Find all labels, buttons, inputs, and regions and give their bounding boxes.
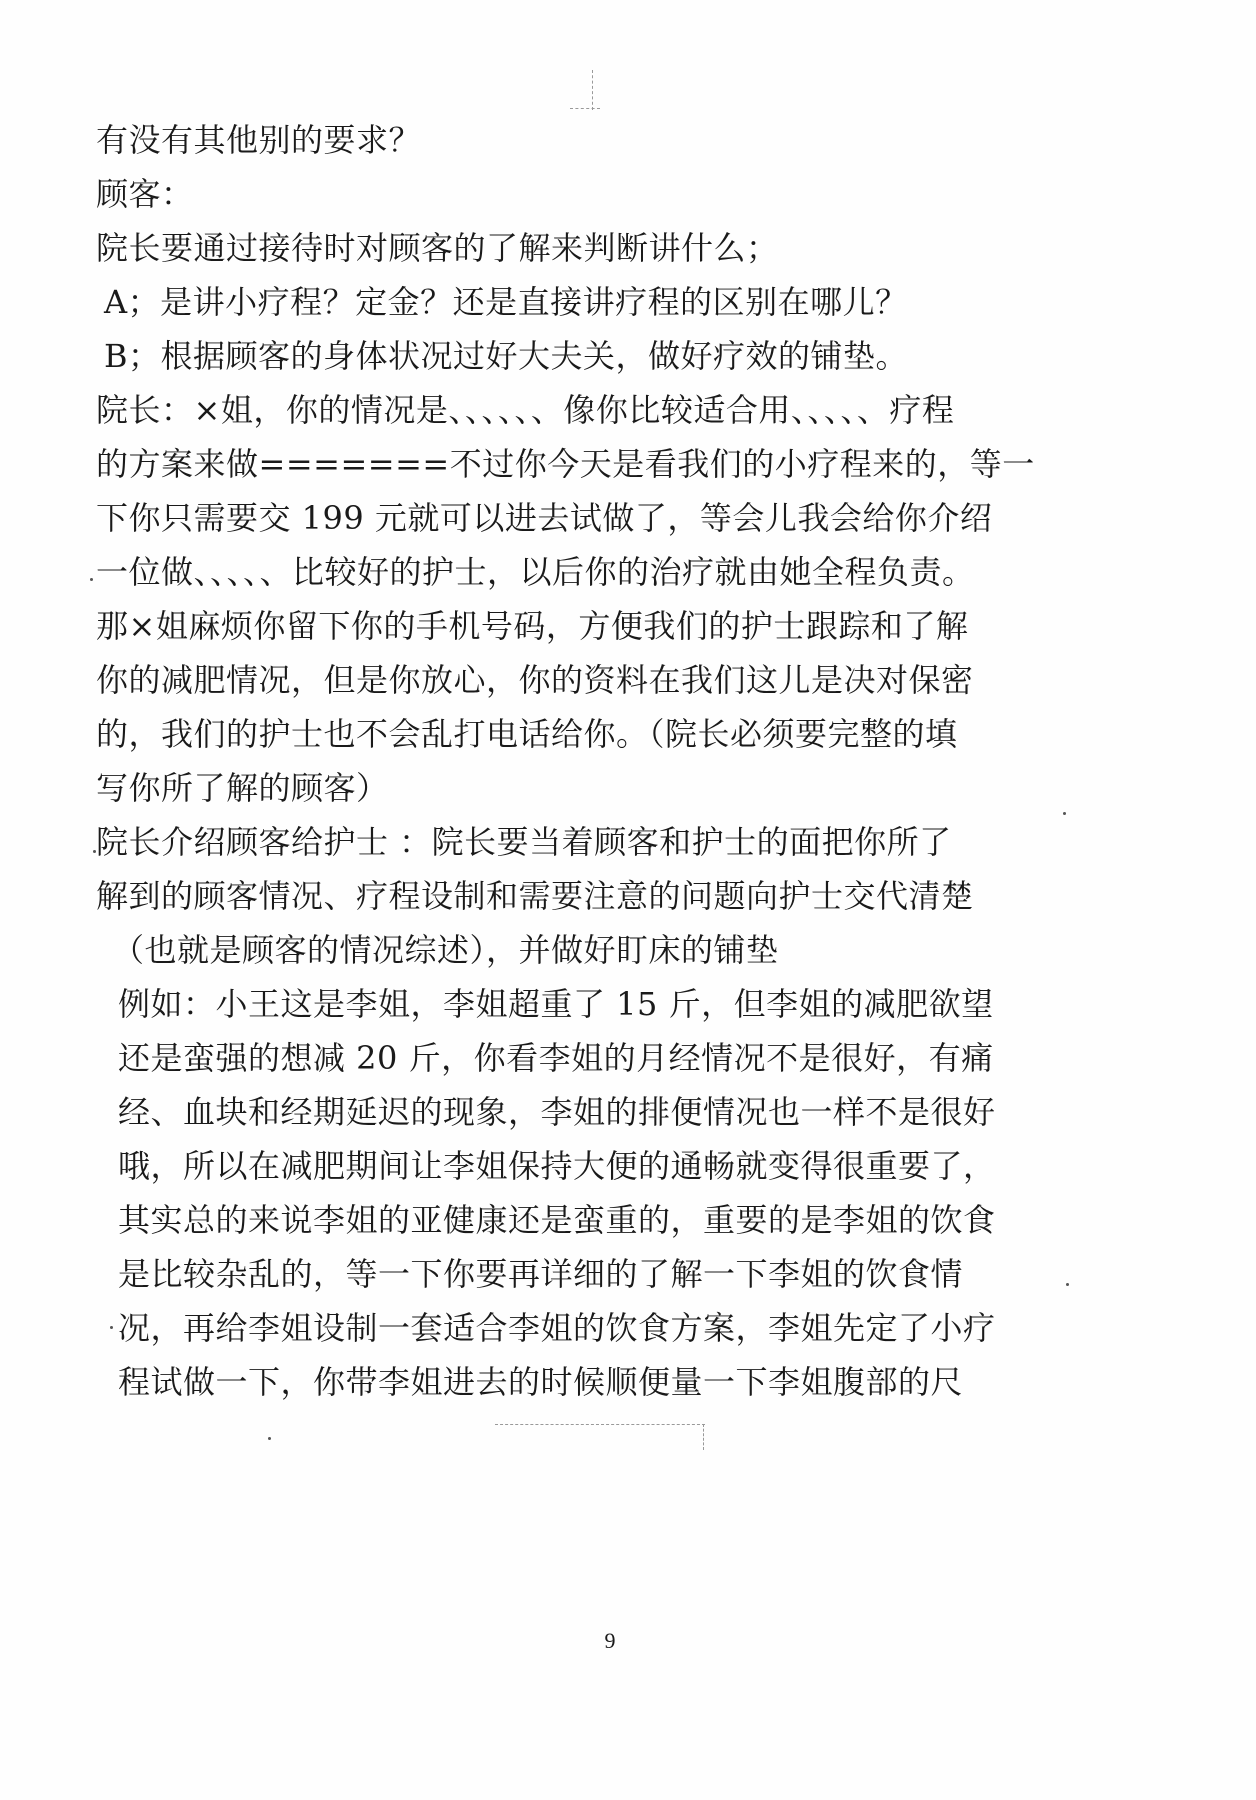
scan-mark <box>592 70 593 110</box>
text-line-7: 的方案来做=======不过你今天是看我们的小疗程来的，等一 <box>96 445 1035 483</box>
text-line-13: 写你所了解的顾客） <box>96 769 389 807</box>
text-line-2: 顾客： <box>96 175 194 213</box>
page-number: 9 <box>604 1628 616 1653</box>
text-line-18: 还是蛮强的想减 20 斤，你看李姐的月经情况不是很好，有痛 <box>118 1039 994 1077</box>
scan-speck <box>90 578 93 581</box>
text-line-6: 院长：×姐，你的情况是、、、、、、像你比较适合用、、、、、疗程 <box>96 391 955 429</box>
scan-mark <box>570 108 600 109</box>
text-line-24: 程试做一下，你带李姐进去的时候顺便量一下李姐腹部的尺 <box>118 1363 964 1401</box>
text-line-17: 例如：小王这是李姐，李姐超重了 15 斤，但李姐的减肥欲望 <box>118 985 994 1023</box>
text-line-21: 其实总的来说李姐的亚健康还是蛮重的，重要的是李姐的饮食 <box>118 1201 996 1239</box>
text-line-14: 院长介绍顾客给护士 ：院长要当着顾客和护士的面把你所了 <box>96 823 952 861</box>
text-line-5: B；根据顾客的身体状况过好大夫关，做好疗效的铺垫。 <box>104 337 909 375</box>
scan-speck <box>110 1326 113 1329</box>
text-line-11: 你的减肥情况，但是你放心，你的资料在我们这儿是决对保密 <box>96 661 974 699</box>
text-line-19: 经、血块和经期延迟的现象，李姐的排便情况也一样不是很好 <box>118 1093 996 1131</box>
text-line-20: 哦，所以在减肥期间让李姐保持大便的通畅就变得很重要了， <box>118 1147 996 1185</box>
text-line-23: 况，再给李姐设制一套适合李姐的饮食方案，李姐先定了小疗 <box>118 1309 996 1347</box>
scan-mark <box>703 1424 704 1450</box>
text-line-16: （也就是顾客的情况综述），并做好盯床的铺垫 <box>112 931 779 969</box>
text-line-3: 院长要通过接待时对顾客的了解来判断讲什么； <box>96 229 779 267</box>
text-line-4: A；是讲小疗程？定金？还是直接讲疗程的区别在哪儿？ <box>104 283 908 321</box>
text-line-12: 的，我们的护士也不会乱打电话给你。（院长必须要完整的填 <box>96 715 958 753</box>
scan-mark <box>495 1424 705 1425</box>
text-line-22: 是比较杂乱的，等一下你要再详细的了解一下李姐的饮食情 <box>118 1255 964 1293</box>
scan-speck <box>93 850 96 853</box>
text-line-1: 有没有其他别的要求？ <box>96 121 422 159</box>
text-line-8: 下你只需要交 199 元就可以进去试做了，等会儿我会给你介绍 <box>96 499 993 537</box>
scan-speck <box>1066 1283 1069 1286</box>
text-line-9: 一位做、、、、、比较好的护士，以后你的治疗就由她全程负责。 <box>96 553 975 591</box>
scan-speck <box>1063 812 1066 815</box>
text-line-10: 那×姐麻烦你留下你的手机号码，方便我们的护士跟踪和了解 <box>96 607 969 645</box>
scan-speck <box>268 1437 271 1440</box>
text-line-15: 解到的顾客情况、疗程设制和需要注意的问题向护士交代清楚 <box>96 877 974 915</box>
